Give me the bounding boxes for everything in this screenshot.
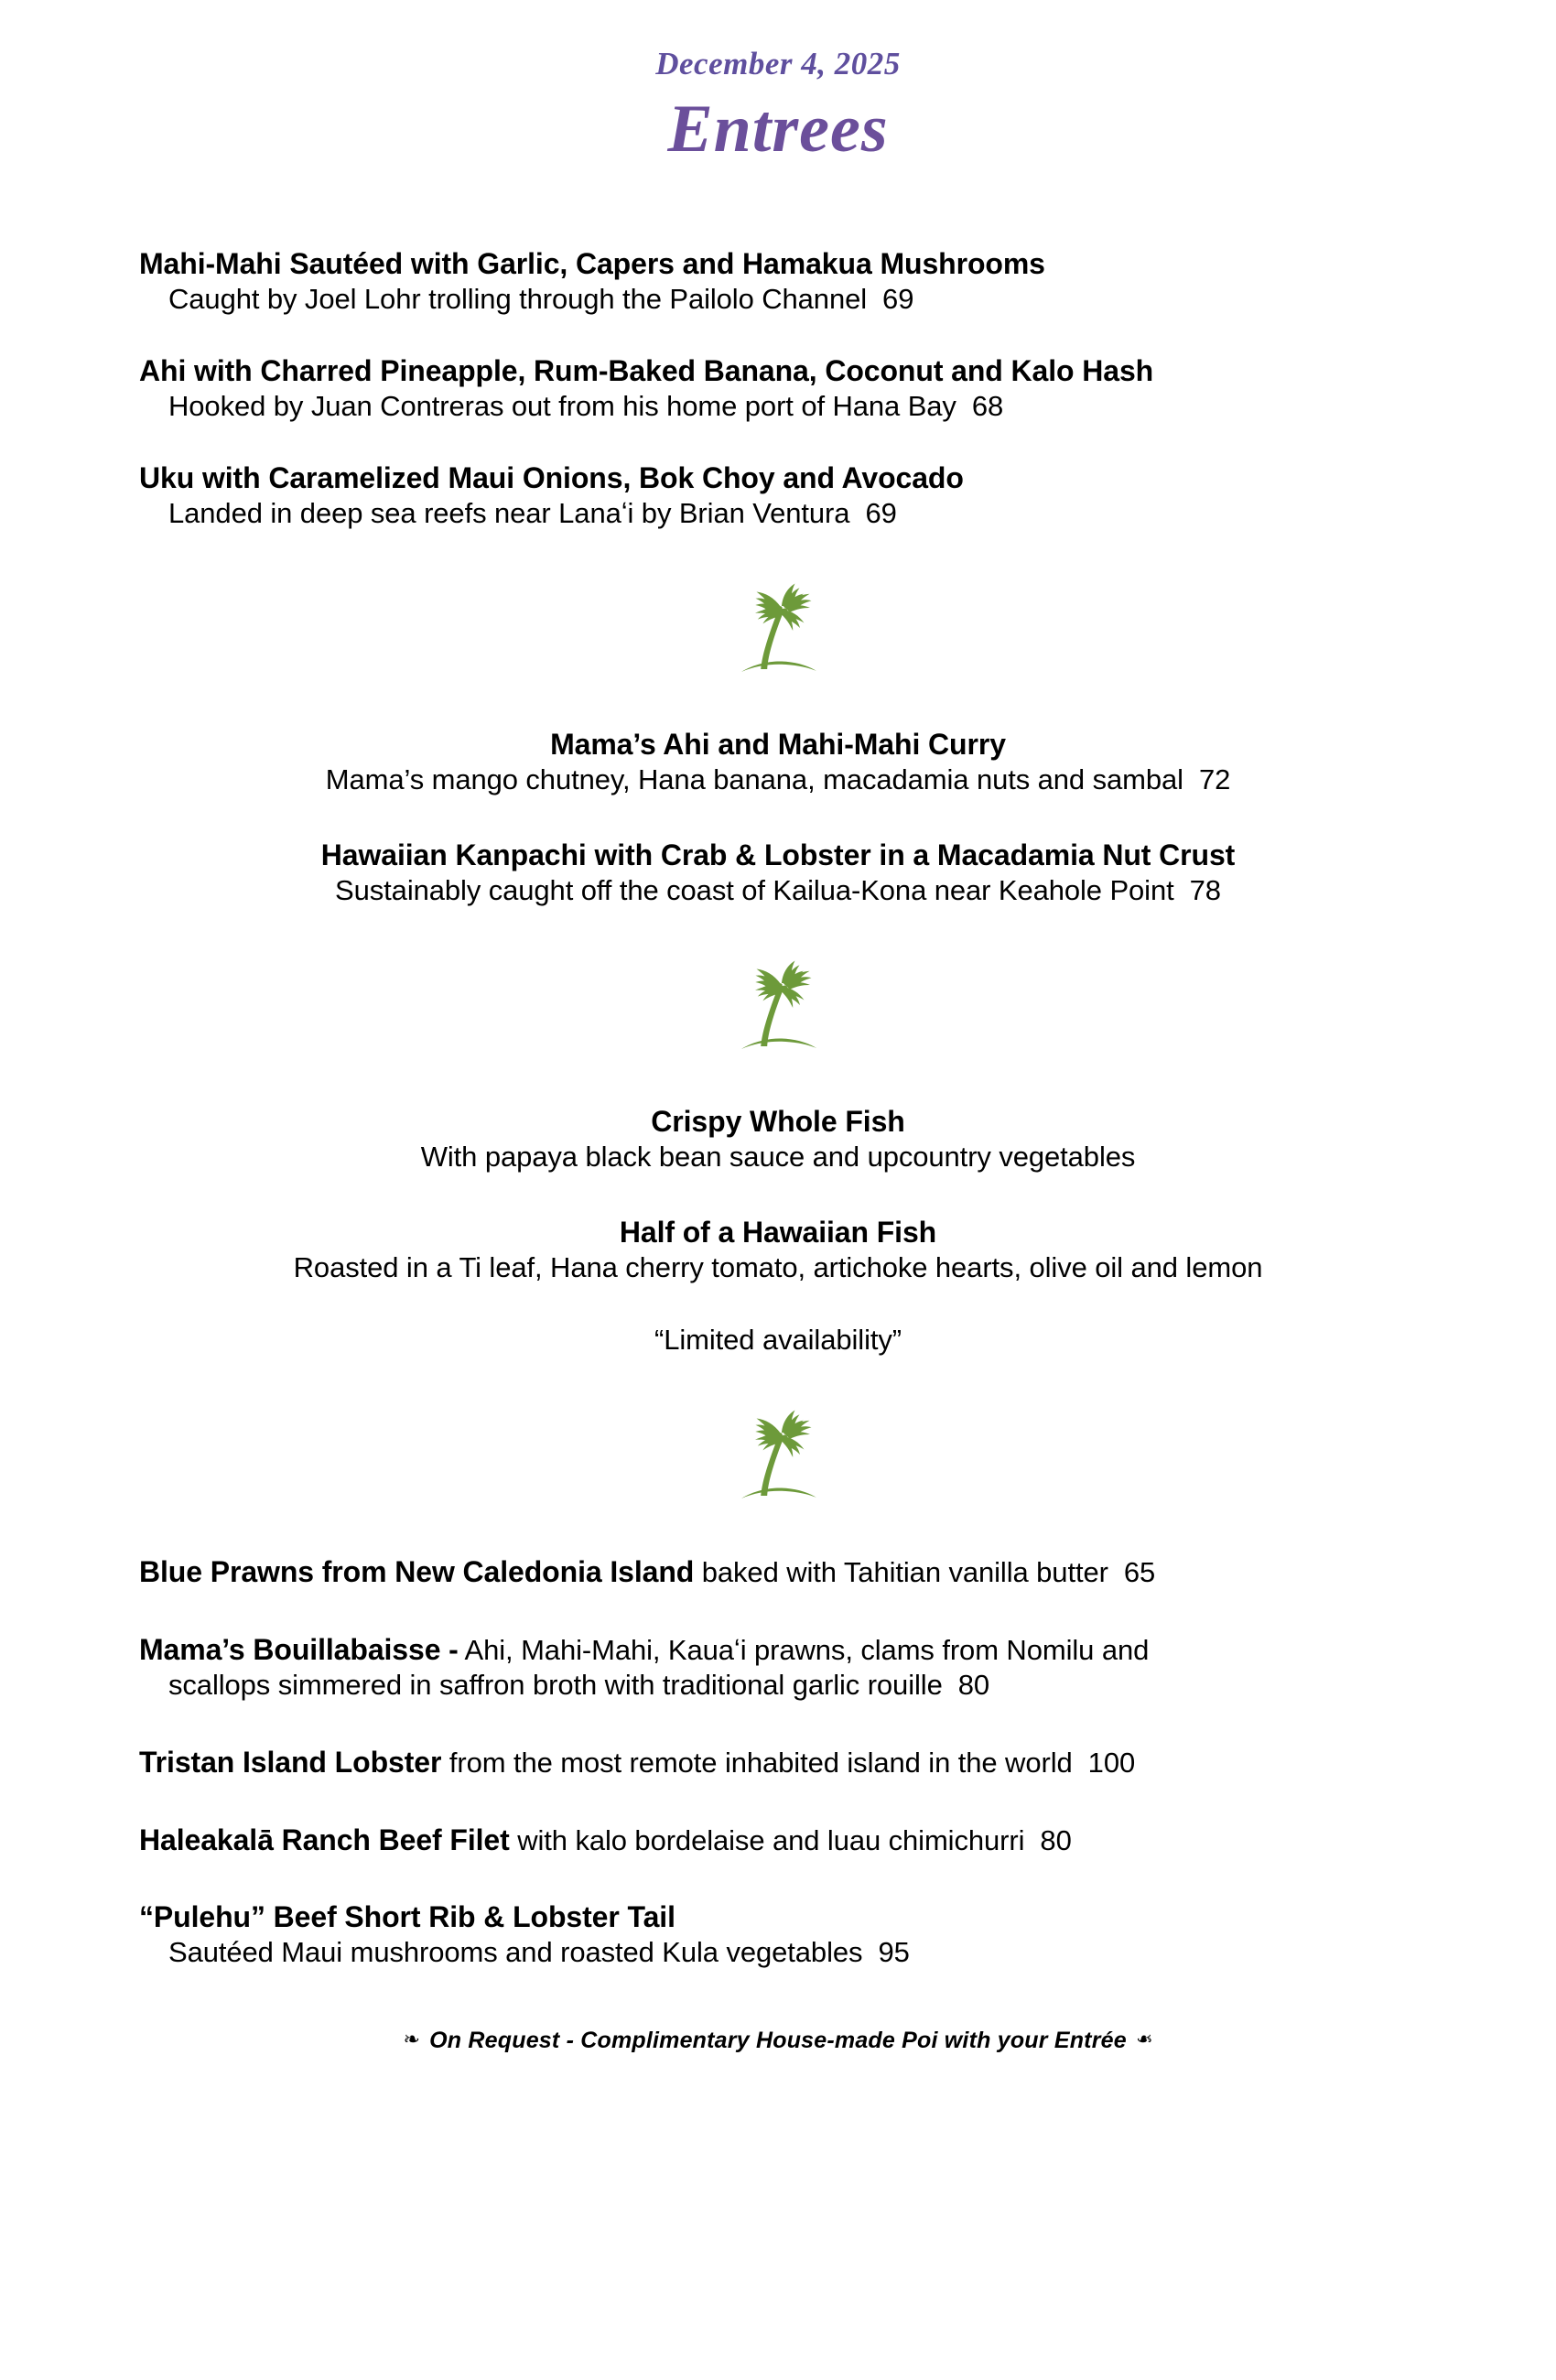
menu-item-title: Half of a Hawaiian Fish xyxy=(619,1216,937,1250)
menu-item xyxy=(110,728,1446,796)
menu-item-description: baked with Tahitian vanilla butter xyxy=(694,1556,1108,1589)
menu-item-title: “Pulehu” Beef Short Rib & Lobster Tail xyxy=(139,1900,675,1934)
menu-item-description xyxy=(139,1935,1446,1969)
menu-item xyxy=(139,1745,1446,1780)
palm-tree-icon xyxy=(734,583,822,684)
menu-item xyxy=(139,1554,1446,1590)
menu-item xyxy=(139,461,1446,530)
entree-section-bottom xyxy=(0,1554,1556,1969)
menu-item-description xyxy=(139,496,1446,530)
leaf-ornament-icon: ❧ xyxy=(403,2028,421,2051)
menu-item-desc-text: Sautéed Maui mushrooms and roasted Kula vegetables xyxy=(168,1935,863,1968)
menu-item-description: Ahi, Mahi-Mahi, Kauaʻi prawns, clams from Nomilu and xyxy=(458,1634,1150,1667)
menu-item-title: Tristan Island Lobster xyxy=(139,1746,442,1780)
menu-item-description xyxy=(139,282,1446,316)
entree-section-lower-middle xyxy=(0,1105,1556,1357)
menu-item-description xyxy=(110,763,1446,796)
menu-item-title: Haleakalā Ranch Beef Filet xyxy=(139,1823,510,1857)
menu-item-price: 78 xyxy=(1189,873,1221,906)
menu-date: December 4, 2025 xyxy=(655,46,901,81)
menu-item-price: 65 xyxy=(1123,1556,1156,1589)
menu-item-title: Hawaiian Kanpachi with Crab & Lobster in a Macadamia Nut Crust xyxy=(320,838,1236,872)
menu-item-desc-text: Caught by Joel Lohr trolling through the Pailolo Channel xyxy=(168,283,868,316)
menu-item-title: Mahi-Mahi Sautéed with Garlic, Capers and Hamakua Mushrooms xyxy=(139,247,1045,281)
menu-item xyxy=(139,247,1446,316)
menu-item-description-cont xyxy=(139,1668,1446,1703)
section-divider xyxy=(0,1410,1556,1510)
menu-item-description: Roasted in a Ti leaf, Hana cherry tomato, artichoke hearts, olive oil and lemon xyxy=(293,1250,1263,1283)
palm-tree-icon xyxy=(734,960,822,1061)
menu-item-description xyxy=(110,873,1446,907)
entree-section-middle xyxy=(0,728,1556,907)
menu-footer-note xyxy=(0,2028,1556,2054)
menu-item-price: 80 xyxy=(1040,1824,1072,1857)
menu-item-description xyxy=(139,389,1446,423)
menu-header xyxy=(0,0,1556,167)
entree-section-top xyxy=(0,247,1556,530)
menu-item xyxy=(110,838,1446,907)
menu-item-desc-text: Landed in deep sea reefs near Lanaʻi by Brian Ventura xyxy=(168,497,850,530)
menu-item-desc-text: Sustainably caught off the coast of Kailua-Kona near Keahole Point xyxy=(335,873,1174,906)
menu-item-description: With papaya black bean sauce and upcountry vegetables xyxy=(420,1140,1136,1173)
menu-item-title: Uku with Caramelized Maui Onions, Bok Choy and Avocado xyxy=(139,461,964,495)
menu-item-price: 72 xyxy=(1198,763,1231,795)
menu-item-description: with kalo bordelaise and luau chimichurri xyxy=(509,1824,1025,1857)
menu-item-desc-text: Mama’s mango chutney, Hana banana, macadamia nuts and sambal xyxy=(325,763,1183,795)
menu-item-price: 80 xyxy=(957,1669,990,1702)
menu-item-title: Crispy Whole Fish xyxy=(651,1105,905,1139)
menu-item xyxy=(139,1632,1446,1703)
menu-item-price: 69 xyxy=(882,283,914,316)
section-divider xyxy=(0,960,1556,1061)
menu-item-description: from the most remote inhabited island in the world xyxy=(441,1747,1073,1780)
palm-tree-icon xyxy=(734,1410,822,1510)
page-title: Entrees xyxy=(667,92,889,167)
footer-text: On Request - Complimentary House-made Poi with your Entrée xyxy=(429,2028,1127,2054)
menu-item-title: Mama’s Bouillabaisse - xyxy=(139,1633,459,1667)
menu-item xyxy=(139,1823,1446,1858)
section-divider xyxy=(0,583,1556,684)
menu-item xyxy=(110,1105,1446,1174)
menu-item-price: 95 xyxy=(878,1935,910,1968)
leaf-ornament-icon: ❧ xyxy=(1135,2028,1153,2051)
menu-item xyxy=(139,354,1446,423)
menu-item xyxy=(110,1216,1446,1284)
menu-item-price: 69 xyxy=(865,497,897,530)
limited-availability-note: “Limited availability” xyxy=(654,1323,902,1356)
menu-item-title: Blue Prawns from New Caledonia Island xyxy=(139,1555,695,1589)
menu-item-price: 68 xyxy=(971,390,1004,423)
menu-item-title: Mama’s Ahi and Mahi-Mahi Curry xyxy=(550,728,1006,762)
menu-item-desc-cont-text: scallops simmered in saffron broth with traditional garlic rouille xyxy=(168,1669,943,1702)
menu-item-desc-text: Hooked by Juan Contreras out from his home port of Hana Bay xyxy=(168,390,956,423)
menu-item xyxy=(139,1900,1446,1969)
menu-item-price: 100 xyxy=(1087,1747,1136,1780)
menu-item-title: Ahi with Charred Pineapple, Rum-Baked Banana, Coconut and Kalo Hash xyxy=(139,354,1154,388)
